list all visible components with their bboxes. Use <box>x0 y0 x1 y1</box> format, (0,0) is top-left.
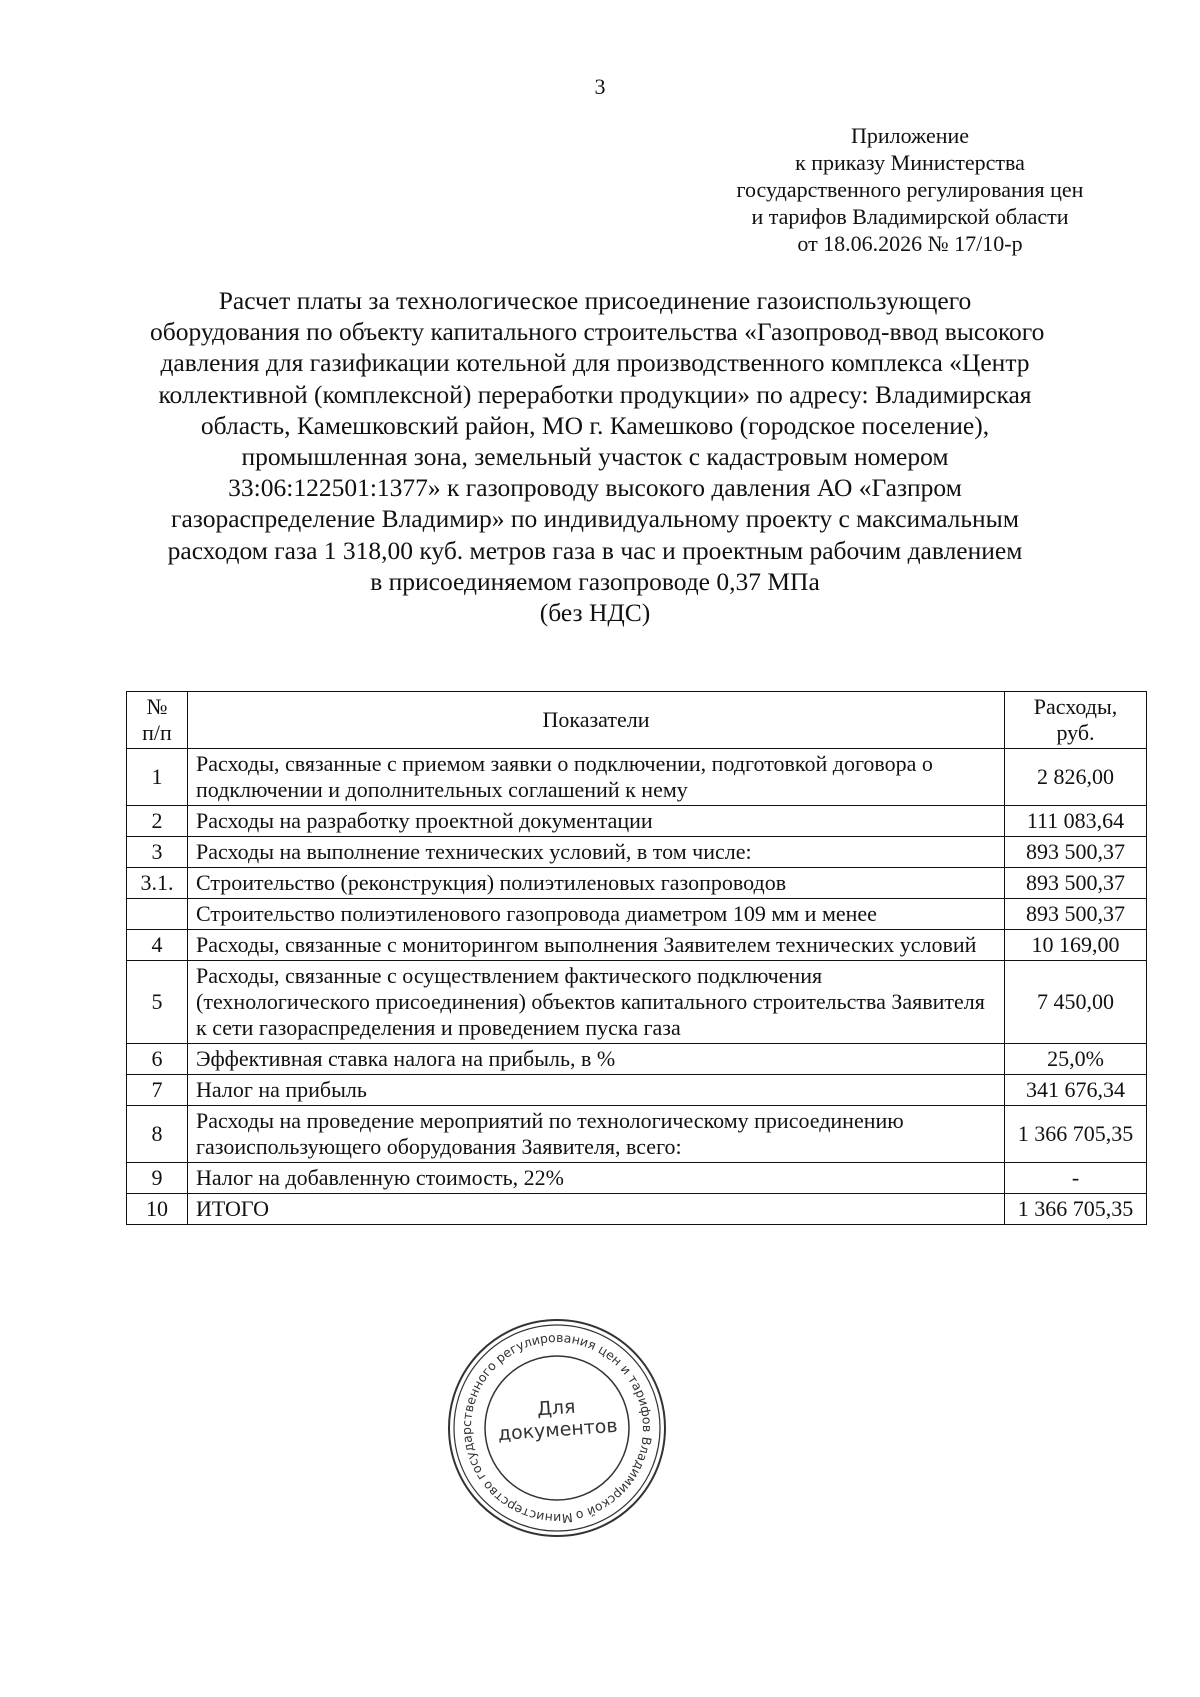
row-num: 2 <box>127 806 188 837</box>
row-value: 893 500,37 <box>1005 868 1147 899</box>
row-name: Строительство (реконструкция) полиэтиленовых газопроводов <box>188 868 1005 899</box>
table-row <box>127 749 1147 806</box>
row-value: 10 169,00 <box>1005 930 1147 961</box>
row-name: Строительство полиэтиленового газопровода диаметром 109 мм и менее <box>188 899 1005 930</box>
appendix-line: Приложение <box>850 123 970 148</box>
page-number: 3 <box>594 74 606 99</box>
row-value: 1 366 705,35 <box>1005 1194 1147 1225</box>
row-num: 1 <box>127 749 188 806</box>
row-name: Расходы, связанные с приемом заявки о подключении, подготовкой договора о подключении и дополнительных соглашений к нему <box>188 749 1005 806</box>
row-value: 7 450,00 <box>1005 961 1147 1044</box>
row-name: Расходы, связанные с осуществлением фактического подключения (технологического присоединения) объектов капитального строительства Заявителя к сети газораспределения и проведением пуска газа <box>188 961 1005 1044</box>
header-value: Расходы, руб. <box>1005 692 1147 749</box>
row-num: 3.1. <box>127 868 188 899</box>
table-header-row <box>127 692 1147 749</box>
title-line: Расчет платы за технологическое присоединение газоиспользующего <box>218 286 972 315</box>
row-name: ИТОГО <box>188 1194 1005 1225</box>
row-value: 341 676,34 <box>1005 1075 1147 1106</box>
appendix-block <box>720 122 1100 257</box>
table-row <box>127 961 1147 1044</box>
row-num: 9 <box>127 1163 188 1194</box>
row-num: 8 <box>127 1106 188 1163</box>
row-num: 10 <box>127 1194 188 1225</box>
row-value: 111 083,64 <box>1005 806 1147 837</box>
row-value: 25,0% <box>1005 1044 1147 1075</box>
document-title <box>150 285 1045 628</box>
row-value: - <box>1005 1163 1147 1194</box>
table-row <box>127 868 1147 899</box>
row-value: 2 826,00 <box>1005 749 1147 806</box>
row-value: 893 500,37 <box>1005 837 1147 868</box>
title-line: 33:06:122501:1377» к газопроводу высокого давления АО «Газпром <box>228 473 962 503</box>
row-name: Эффективная ставка налога на прибыль, в % <box>188 1044 1005 1075</box>
table-row <box>127 1194 1147 1225</box>
table-row <box>127 1075 1147 1106</box>
row-num: 7 <box>127 1075 188 1106</box>
stamp-center-line: документов <box>497 1414 619 1446</box>
row-value: 1 366 705,35 <box>1005 1106 1147 1163</box>
title-line: (без НДС) <box>539 598 651 628</box>
title-line: давления для газификации котельной для производственного комплекса «Центр <box>160 348 1030 378</box>
row-num: 3 <box>127 837 188 868</box>
title-line: коллективной (комплексной) переработки продукции» по адресу: Владимирская <box>158 379 1032 409</box>
row-name: Расходы на разработку проектной документации <box>188 806 1005 837</box>
row-num: 4 <box>127 930 188 961</box>
table-row <box>127 899 1147 930</box>
title-line: газораспределение Владимир» по индивидуальному проекту с максимальным <box>171 504 1019 534</box>
header-name: Показатели <box>188 692 1005 749</box>
appendix-line: государственного регулирования цен <box>736 177 1084 202</box>
title-line: в присоединяемом газопроводе 0,37 МПа <box>370 566 820 596</box>
title-line: область, Камешковский район, МО г. Камешково (городское поселение), <box>200 410 990 440</box>
table-row <box>127 1163 1147 1194</box>
appendix-line: к приказу Министерства <box>795 150 1025 175</box>
row-num: 5 <box>127 961 188 1044</box>
row-name: Налог на прибыль <box>188 1075 1005 1106</box>
title-line: расходом газа 1 318,00 куб. метров газа в час и проектным рабочим давлением <box>167 535 1023 565</box>
table-row <box>127 930 1147 961</box>
row-num: 6 <box>127 1044 188 1075</box>
official-stamp <box>446 1317 668 1539</box>
row-value: 893 500,37 <box>1005 899 1147 930</box>
table-row <box>127 837 1147 868</box>
stamp-ring-text: Министерство государственного регулирования цен и тарифов Владимирской области <box>458 1329 656 1527</box>
calculation-table <box>126 691 1147 1225</box>
row-name: Расходы, связанные с мониторингом выполнения Заявителем технических условий <box>188 930 1005 961</box>
title-line: оборудования по объекту капитального строительства «Газопровод-ввод высокого <box>150 317 1045 347</box>
header-num: № п/п <box>127 692 188 749</box>
table-row <box>127 806 1147 837</box>
appendix-line: от 18.06.2026 № 17/10-р <box>797 231 1023 256</box>
stamp-center-line: Для <box>536 1395 577 1421</box>
row-name: Налог на добавленную стоимость, 22% <box>188 1163 1005 1194</box>
table-row <box>127 1044 1147 1075</box>
appendix-line: и тарифов Владимирской области <box>751 204 1069 229</box>
title-line: промышленная зона, земельный участок с кадастровым номером <box>241 442 949 472</box>
row-name: Расходы на проведение мероприятий по технологическому присоединению газоиспользующего оборудования Заявителя, всего: <box>188 1106 1005 1163</box>
table-row <box>127 1106 1147 1163</box>
row-num <box>127 899 188 930</box>
row-name: Расходы на выполнение технических условий, в том числе: <box>188 837 1005 868</box>
